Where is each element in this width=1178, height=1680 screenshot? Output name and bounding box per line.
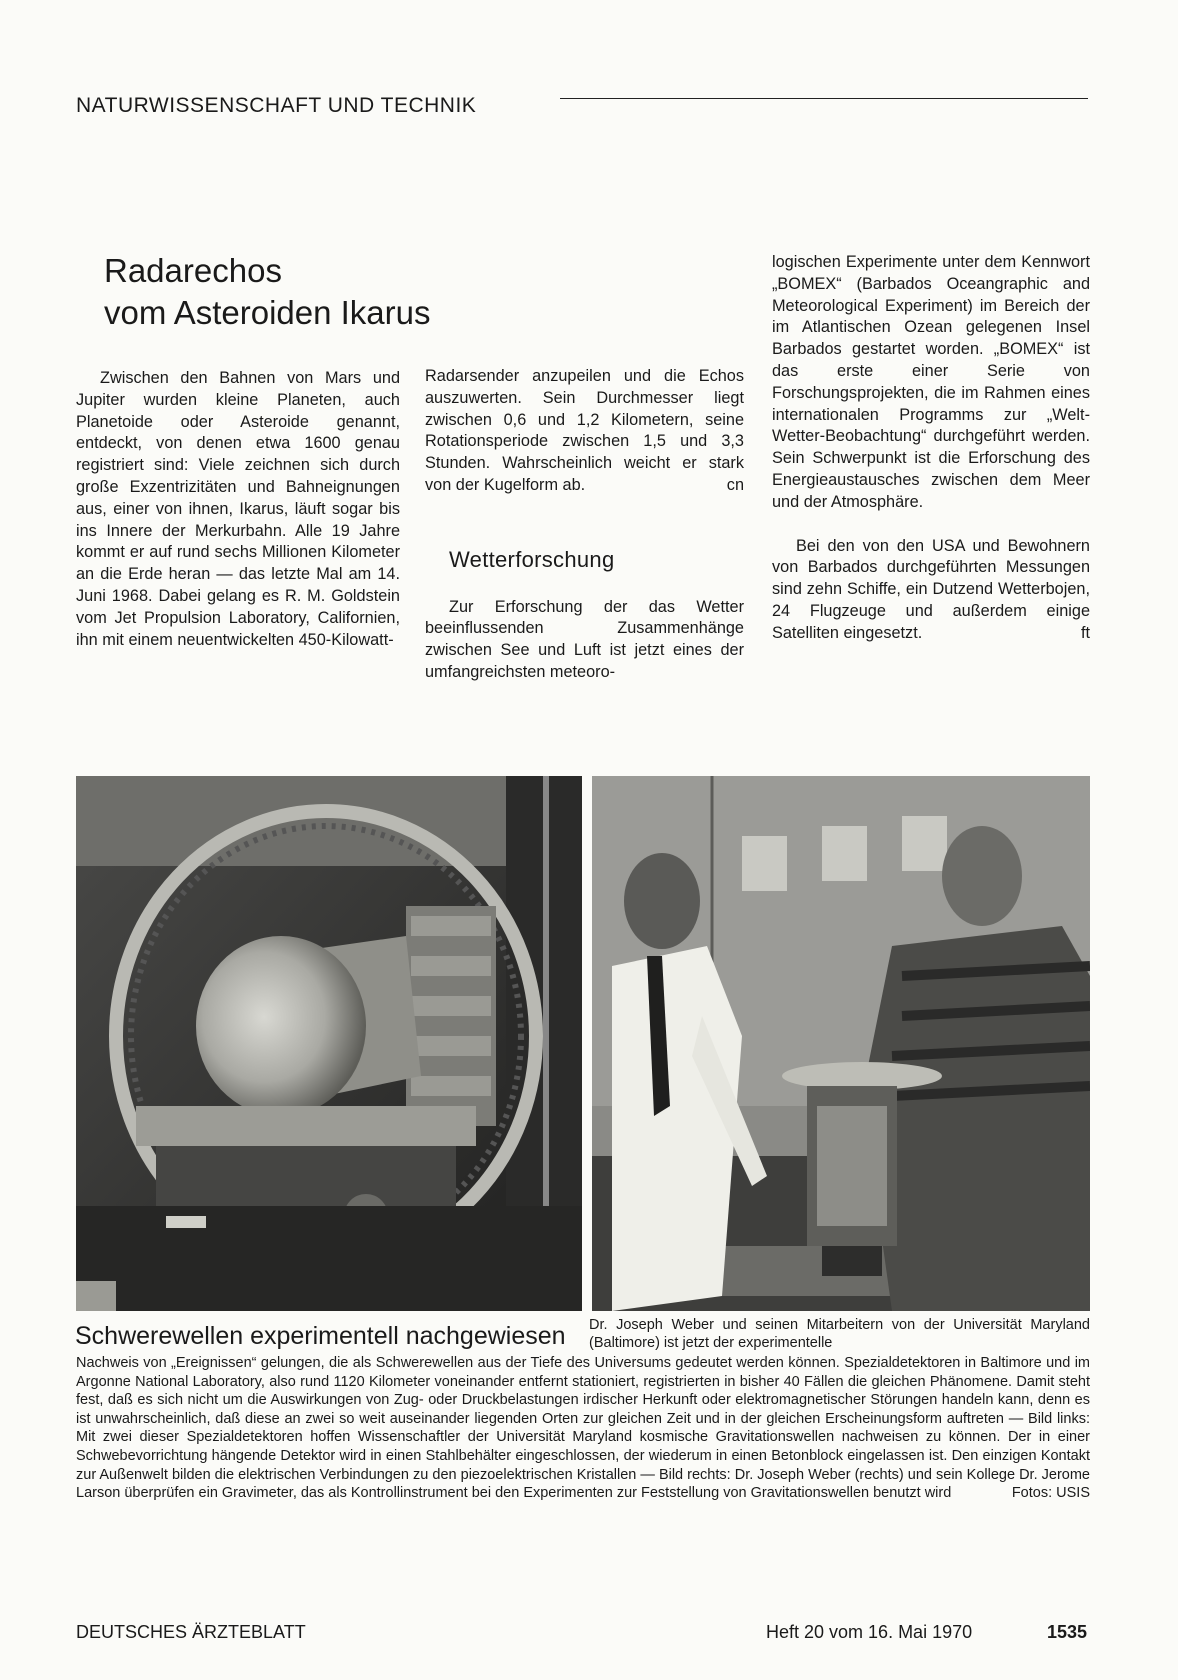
col1-paragraph: Zwischen den Bahnen von Mars und Jupiter wurden kleine Planeten, auch Planetoide oder Asteroide genannt, entdeckt, von denen etwa 1600 genau registriert sind: Viele zeichnen sich durch große Exzentrizitäten und Bahneignungen aus, einer von ihnen, Ikarus, läuft sogar bis ins Innere der Merkurbahn. Alle 19 Jahre kommt er auf rund sechs Millionen Kilometer an die Erde heran — das letzte Mal am 14. Juni 1968. Dabei gelang es R. M. Goldstein vom Jet Propulsion Laboratory, Californien, ihn mit einem neuentwickelten 450-Kilowatt- (76, 369, 400, 649)
figure-caption-intro: Dr. Joseph Weber und seinen Mitarbeitern von der Universität Maryland (Baltimore) ist jetzt der experimentelle (589, 1317, 1090, 1351)
title-line-2: vom Asteroiden Ikarus (104, 294, 431, 331)
section-header: NATURWISSENSCHAFT UND TECHNIK (76, 94, 477, 117)
col3-paragraph-2 (772, 536, 1090, 645)
footer-publication: DEUTSCHES ÄRZTEBLATT (76, 1622, 306, 1642)
figure-caption-heading: Schwerewellen experimentell nachgewiesen (75, 1322, 566, 1350)
header-rule (560, 98, 1088, 99)
col2-text: Radarsender anzupeilen und die Echos auszuwerten. Sein Durchmesser liegt zwischen 0,6 und 1,2 Kilometern, seine Rotationsperiode zwischen 1,5 und 3,3 Stunden. Wahrscheinlich weicht er stark von der Kugelform ab. (425, 367, 744, 494)
figure-caption-body (76, 1354, 1090, 1503)
title-line-1: Radarechos (104, 252, 282, 289)
col3-signature: ft (1080, 623, 1090, 642)
article-title (104, 250, 431, 334)
photo-scientists-gravimeter (592, 776, 1090, 1311)
caption-text: Nachweis von „Ereignissen“ gelungen, die als Schwerewellen aus der Tiefe des Universums gedeutet werden können. Spezialdetektoren in Baltimore und im Argonne National Laboratory, also rund 1120 Kilometer voneinander entfernt stationiert, registrierten in bisher 40 Fällen die gleichen Phänomene. Damit steht fest, daß es sich nicht um die Auswirkungen von Zug- oder Druckbelastungen irdischer Herkunft oder elektromagnetischer Störungen handeln kann, denn es ist unwahrscheinlich, daß diese an zwei so weit auseinander liegenden Orten zur gleichen Zeit und in der gleichen Erscheinungsform auftreten — Bild links: Mit zwei dieser Spezialdetektoren hoffen Wissenschaftler der Universität Maryland kosmische Gravitationswellen nachweisen zu können. Der in einer Schwebevorrichtung hängende Detektor wird in einen Stahlbehälter eingeschlossen, der wiederum in einen Betonblock eingelassen ist. Den einzigen Kontakt zur Außenwelt bilden die elektrischen Verbindungen zu den piezoelektrischen Kristallen — Bild rechts: Dr. Joseph Weber (rechts) und sein Kollege Dr. Jerome Larson überprüfen ein Gravimeter, das als Kontrollinstrument bei den Experimenten zur Feststellung von Gravitationswellen benutzt wird (76, 1355, 1090, 1502)
column-2 (425, 366, 744, 684)
column-1 (76, 368, 400, 651)
col2-paragraph (425, 366, 744, 497)
col2-paragraph-2: Zur Erforschung der das Wetter beeinflussenden Zusammenhänge zwischen See und Luft ist jetzt eines der umfangreichsten meteoro- (425, 597, 744, 681)
footer-issue: Heft 20 vom 16. Mai 1970 (766, 1622, 973, 1642)
column-3 (772, 252, 1090, 645)
col3-paragraph: logischen Experimente unter dem Kennwort „BOMEX“ (Barbados Oceangraphic and Meteorological Experiment) im Bereich der im Atlantischen Ozean gelegenen Insel Barbados gestartet worden. „BOMEX“ ist das erste einer Serie von Forschungsprojekten, die im Rahmen eines internationalen Programms zur „Welt-Wetter-Beobachtung“ durchgeführt werden. Sein Schwerpunkt ist die Erforschung des Energieaustausches zwischen dem Meer und der Atmosphäre. (772, 253, 1090, 511)
subheading-wetterforschung: Wetterforschung (449, 546, 615, 572)
col2-signature: cn (726, 475, 744, 494)
footer-page-number: 1535 (1047, 1622, 1088, 1642)
photo-credit: Fotos: USIS (1011, 1485, 1090, 1502)
photo-detector-apparatus (76, 776, 582, 1311)
col3-text-2: Bei den von den USA und Bewohnern von Barbados durchgeführten Messungen sind zehn Schiffe, ein Dutzend Wetterbojen, 24 Flugzeuge und außerdem einige Satelliten eingesetzt. (772, 536, 1090, 642)
